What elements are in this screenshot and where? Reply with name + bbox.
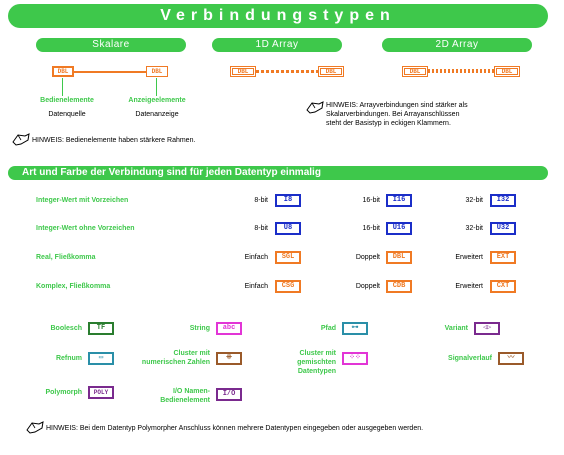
- section-banner-label: Art und Farbe der Verbindung sind für jeden Datentyp einmalig: [22, 167, 321, 178]
- tag-text: DBL: [237, 68, 249, 75]
- callout-line-indicator: [156, 78, 158, 96]
- type-refnum: ▭: [88, 352, 114, 365]
- note-arrays-1: HINWEIS: Arrayverbindungen sind stärker als: [326, 102, 468, 109]
- array2d-wire: [428, 69, 494, 73]
- type-u32: U32: [490, 222, 516, 235]
- width-16bit: 16-bit: [362, 197, 380, 204]
- label-control: Bedienelemente: [40, 97, 94, 104]
- page-title: Verbindungstypen: [160, 7, 396, 24]
- width-32bit: 32-bit: [465, 197, 483, 204]
- type-csg: CSG: [275, 280, 301, 293]
- type-dbl: DBL: [386, 251, 412, 264]
- array2d-control-terminal: [402, 66, 428, 77]
- precision-double: Doppelt: [355, 283, 380, 290]
- hand-pointer-icon: [306, 100, 324, 114]
- label-path: Pfad: [320, 325, 336, 332]
- array1d-control-terminal: [230, 66, 256, 77]
- header-scalars-label: Skalare: [92, 39, 130, 50]
- label-string: String: [189, 325, 210, 332]
- type-sgl: SGL: [275, 251, 301, 264]
- type-i16: I16: [386, 194, 412, 207]
- label-indicator: Anzeigeelemente: [128, 97, 186, 104]
- row-label-unsigned: Integer-Wert ohne Vorzeichen: [36, 225, 135, 232]
- precision-double: Doppelt: [355, 254, 380, 261]
- type-boolean: TF: [88, 322, 114, 335]
- title-banner: [8, 4, 548, 28]
- array1d-wire: [256, 70, 318, 73]
- row-label-signed: Integer-Wert mit Vorzeichen: [36, 197, 129, 204]
- header-1d-array-label: 1D Array: [255, 39, 299, 50]
- type-string: abc: [216, 322, 242, 335]
- header-2d-array: [382, 38, 532, 52]
- array1d-indicator-terminal: [318, 66, 344, 77]
- label-cluster-num-2: numerischen Zahlen: [141, 359, 210, 366]
- type-i8: I8: [275, 194, 301, 207]
- type-polymorph: POLY: [88, 386, 114, 399]
- type-cxt: CXT: [490, 280, 516, 293]
- label-cluster-mixed-2: gemischten: [297, 359, 336, 366]
- type-i32: I32: [490, 194, 516, 207]
- precision-extended: Erweitert: [455, 283, 483, 290]
- type-ext: EXT: [490, 251, 516, 264]
- tag-text: DBL: [325, 68, 337, 75]
- precision-extended: Erweitert: [455, 254, 483, 261]
- row-label-real: Real, Fließkomma: [36, 254, 96, 261]
- label-display: Datenanzeige: [135, 111, 179, 118]
- note-arrays-3: steht der Basistyp in eckigen Klammern.: [326, 120, 451, 127]
- header-2d-array-label: 2D Array: [435, 39, 479, 50]
- row-label-complex: Komplex, Fließkomma: [36, 283, 111, 290]
- label-boolean: Boolesch: [50, 325, 82, 332]
- array2d-indicator-terminal: [494, 66, 520, 77]
- label-cluster-num-1: Cluster mit: [173, 350, 210, 357]
- scalar-wire: [74, 71, 146, 73]
- type-cdb: CDB: [386, 280, 412, 293]
- header-scalars: [36, 38, 186, 52]
- type-cluster-num: ⁜: [216, 352, 242, 365]
- label-cluster-mixed-1: Cluster mit: [299, 350, 336, 357]
- type-waveform: 〰: [498, 352, 524, 365]
- label-variant: Variant: [444, 325, 468, 332]
- scalar-indicator-terminal: [146, 66, 168, 77]
- precision-single: Einfach: [244, 283, 268, 290]
- type-u8: U8: [275, 222, 301, 235]
- note-polymorph: HINWEIS: Bei dem Datentyp Polymorpher Anschluss können mehrere Datentypen eingegeben oder ausgegeben werden.: [46, 425, 424, 432]
- width-16bit: 16-bit: [362, 225, 380, 232]
- tag-text: DBL: [151, 68, 163, 75]
- scalar-control-terminal: [52, 66, 74, 77]
- precision-single: Einfach: [244, 254, 268, 261]
- label-polymorph: Polymorph: [45, 389, 82, 396]
- label-waveform: Signalverlauf: [448, 355, 492, 362]
- callout-line-control: [62, 78, 64, 96]
- label-refnum: Refnum: [55, 355, 82, 362]
- label-source: Datenquelle: [48, 111, 86, 118]
- tag-text: DBL: [501, 68, 513, 75]
- section-banner: [8, 166, 548, 180]
- label-cluster-mixed-3: Datentypen: [297, 368, 336, 375]
- note-arrays-2: Skalarverbindungen. Bei Arrayanschlüssen: [326, 111, 460, 118]
- hand-pointer-icon: [26, 420, 44, 434]
- type-variant: ◁▷: [474, 322, 500, 335]
- width-8bit: 8-bit: [254, 225, 268, 232]
- type-u16: U16: [386, 222, 412, 235]
- header-1d-array: [212, 38, 342, 52]
- label-io-name-2: Bedienelement: [160, 397, 210, 404]
- type-cluster-mixed: ⁘⁘: [342, 352, 368, 365]
- tag-text: DBL: [57, 68, 69, 75]
- type-path: ⊶: [342, 322, 368, 335]
- note-frames: HINWEIS: Bedienelemente haben stärkere Rahmen.: [32, 137, 196, 144]
- width-8bit: 8-bit: [254, 197, 268, 204]
- width-32bit: 32-bit: [465, 225, 483, 232]
- hand-pointer-icon: [12, 132, 30, 146]
- tag-text: DBL: [409, 68, 421, 75]
- label-io-name-1: I/O Namen-: [173, 388, 210, 395]
- type-io-name: I/O: [216, 388, 242, 401]
